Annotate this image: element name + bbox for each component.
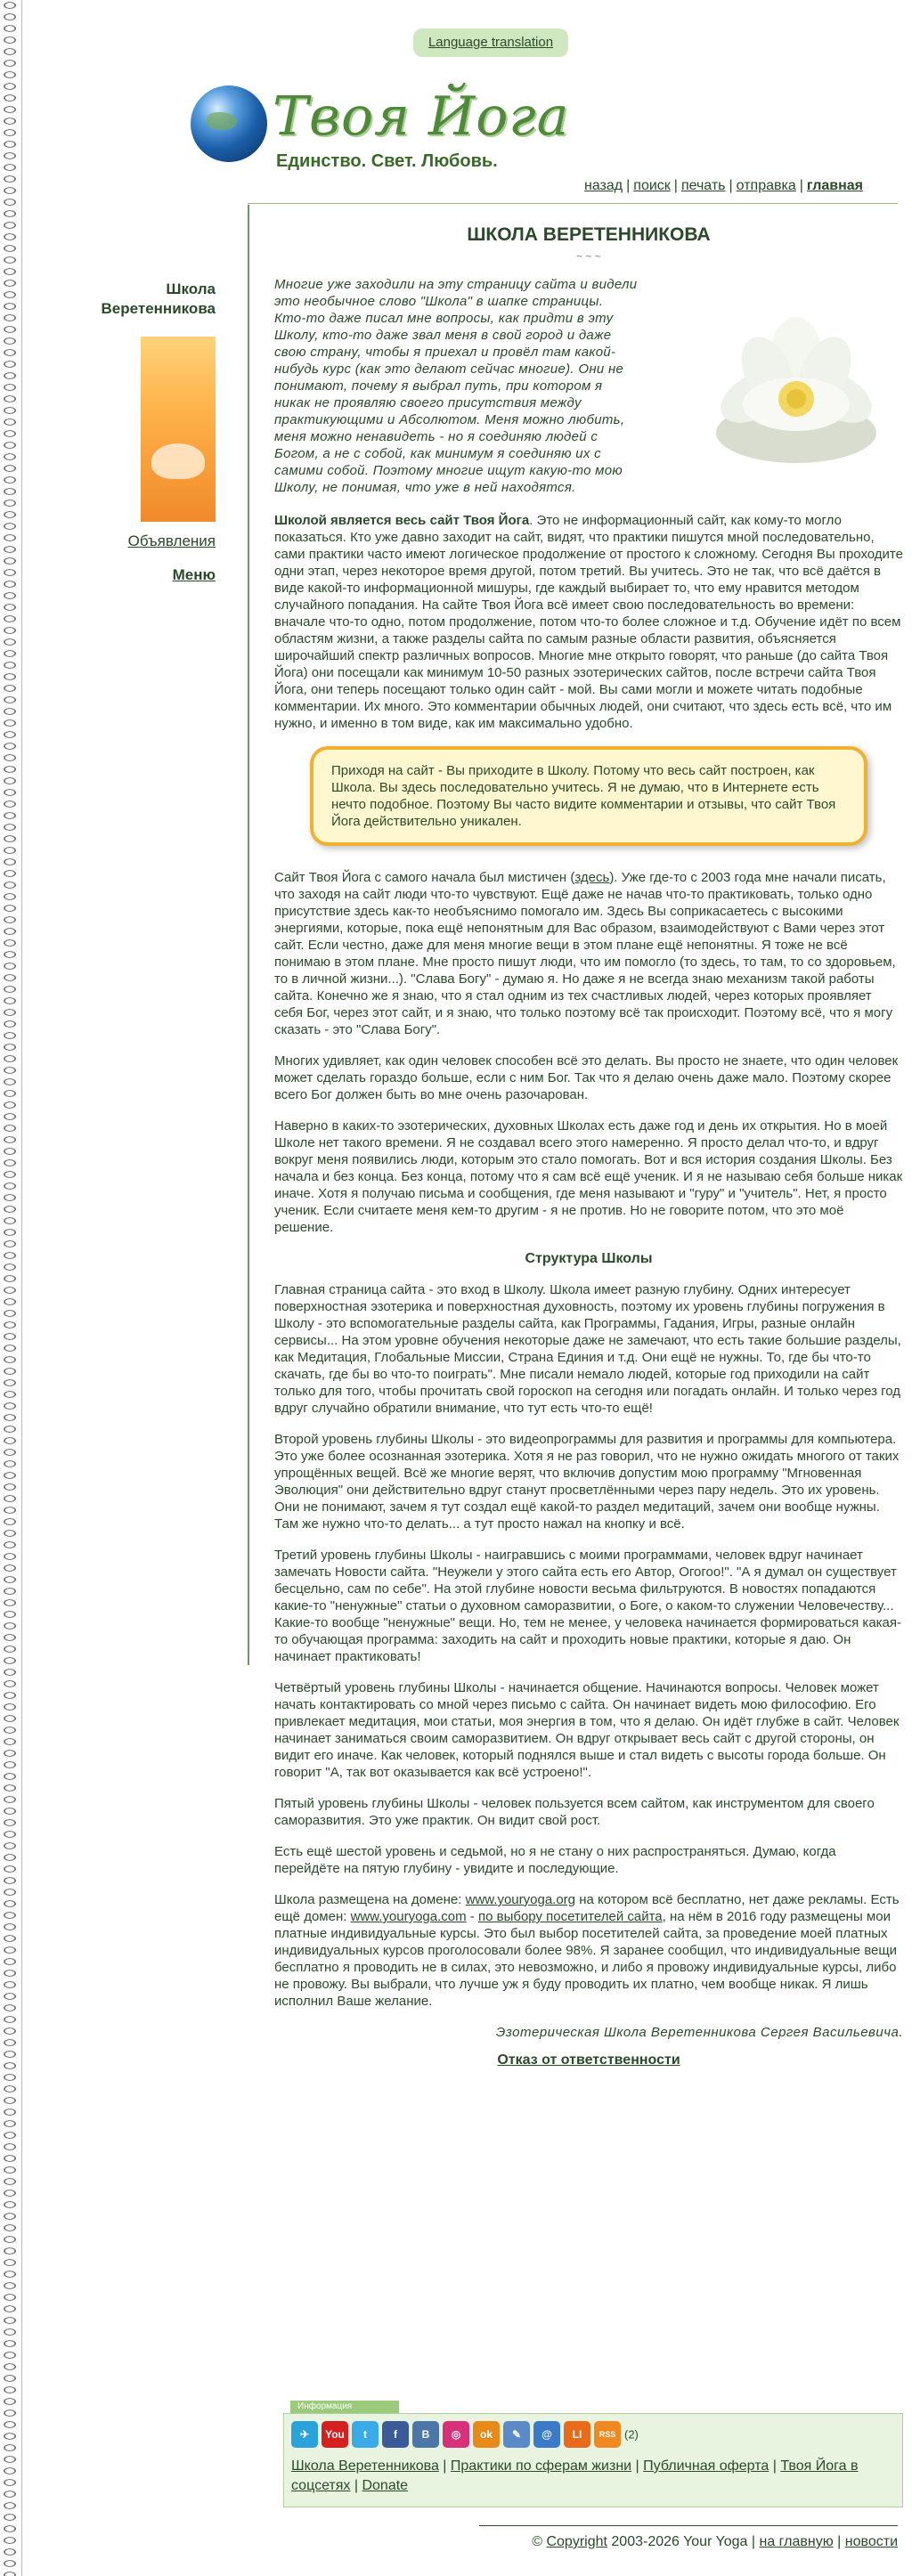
livejournal-icon[interactable]: ✎ [503, 2421, 530, 2448]
youryoga-org-link[interactable]: www.youryoga.org [465, 1892, 576, 1907]
globe-logo-icon[interactable] [191, 85, 267, 162]
paragraph [274, 512, 903, 732]
paragraph-text: , на нём в 2016 году размещены мои платные индивидуальные курсы. Это был выбор посетителей сайта, за проведение моей платных индивидуальных курсов проголосовали более 98%. Я заранее сообщил, что индивидуальные вещи бесплатно я проводить не в силах, это невозможно, и либо я провожу индивидуальные курсы, либо не провожу. Вы выбрали, что лучше уж я буду проводить их платно, чем вообще никак. Я лишь исполнил Ваше желание. [274, 1909, 898, 2009]
spiral-edge-line [21, 0, 22, 2576]
paragraph-lead: Школой является весь сайт Твоя Йога [274, 513, 530, 528]
social-icons [291, 2421, 639, 2451]
bottom-divider [479, 2525, 898, 2526]
footer-link-social[interactable]: Твоя Йога в соцсетях [291, 2458, 859, 2493]
news-link[interactable]: новости [844, 2534, 898, 2549]
icons-count: (2) [624, 2427, 639, 2442]
copyright-text: 2003-2026 Your Yoga [607, 2534, 748, 2549]
visitors-choice-link[interactable]: по выбору посетителей сайта [477, 1909, 663, 1924]
sidebar-lotus-image [141, 337, 216, 522]
disclaimer-link[interactable]: Отказ от ответственности [497, 2052, 680, 2068]
paragraph-text: ). Уже где-то с 2003 года мне начали писать, что заходя на сайт люди что-то чувствуют. Ещё даже не начав что-то практиковать, только одно присутствие здесь как-то необъяснимо помогало им. Здесь Вы соприкасаетесь с высокими энергиями, которые, пока ещё непонятным для Вас образом, взаимодействуют с Вами через этот сайт. Если честно, даже для меня многие вещи в этом плане ещё непонятны. Я тоже не всё понимаю в этом плане. Мне просто пишут люди, что им помогло (то здесь, то там, то со здоровьем, то в личной жизни...). "Слава Богу" - думаю я. Но даже я не всегда знаю механизм такой работы сайта. Конечно же я знаю, что я стал одним из тех счастливых людей, через которых проявляет себя Бог, через этот сайт, и я знаю, что только поэтому всё так происходит. Поэтому всё, что я могу сказать - это "Слава Богу". [274, 870, 896, 1037]
main-content [274, 217, 903, 2077]
site-logo-title[interactable]: Твоя Йога [273, 85, 570, 148]
header-divider [248, 203, 898, 204]
title-ornament: ~ ~ ~ [576, 250, 601, 263]
facebook-icon[interactable]: f [382, 2421, 409, 2448]
rss-icon[interactable]: RSS [594, 2421, 621, 2448]
paragraph: Второй уровень глубины Школы - это видеопрограммы для развития и программы для компьютера. Это уже более осознанная эзотерика. Хотя я не раз говорил, что не нужно ожидать многого от таких упрощённых вещей. Всё же многие верят, что включив допустим мою программу "Мгновенная Эволюция" они действительно вдруг станут просветлёнными через пару недель. Это их уровень. Они не понимают, зачем я тут создал ещё какой-то раздел медитаций, зачем они вообще нужны. Там же нужно что-то делать... а тут просто нажал на кнопку и всё. [274, 1432, 900, 1532]
page-title: ШКОЛА ВЕРЕТЕННИКОВА [467, 224, 711, 245]
paragraph: Пятый уровень глубины Школы - человек пользуется всем сайтом, как инструментом для своего саморазвития. Это уже практик. Он видит свой рост. [274, 1796, 875, 1828]
mail-icon[interactable]: @ [533, 2421, 560, 2448]
instagram-icon[interactable]: ◎ [443, 2421, 469, 2448]
top-navigation [584, 178, 863, 194]
footer-link-offer[interactable]: Публичная оферта [643, 2458, 770, 2474]
nav-separator: | [799, 178, 803, 193]
paragraph [274, 869, 903, 1038]
nav-send-link[interactable]: отправка [736, 178, 796, 193]
twitter-icon[interactable]: t [352, 2421, 379, 2448]
footer-info-box [283, 2413, 903, 2507]
paragraph: Многих удивляет, как один человек способен всё это делать. Вы просто не знаете, что один человек может сделать гораздо больше, если с ним Бог. Так что я делаю очень даже мало. Поэтому скорее всего Бог должен быть во мне очень разочарован. [274, 1053, 899, 1102]
sidebar-title: Школа Веретенникова [101, 280, 216, 317]
youryoga-com-link[interactable]: www.youryoga.com [350, 1909, 467, 1924]
sidebar-divider [248, 205, 249, 1665]
paragraph: Есть ещё шестой уровень и седьмой, но я не стану о них распространяться. Думаю, когда перейдёте на пятую глубину - увидите и последующие. [274, 1844, 836, 1876]
nav-back-link[interactable]: назад [584, 178, 623, 193]
highlight-box: Приходя на сайт - Вы приходите в Школу. Потому что весь сайт построен, как Школа. Вы здесь последовательно учитесь. Я не думаю, что в Интернете есть нечто подобное. Поэтому Вы часто видите комментарии и отзывы, что сайт Твоя Йога действительно уникален. [310, 746, 867, 846]
paragraph-text: на котором всё бесплатно, нет даже рекламы. Есть ещё домен: [274, 1892, 900, 1924]
bottom-bar: © Copyright 2003-2026 Your Yoga | на главную | новости [532, 2534, 898, 2549]
footer-link-practices[interactable]: Практики по сферам жизни [450, 2458, 632, 2474]
liveinternet-icon[interactable]: LI [564, 2421, 590, 2448]
paragraph: Наверно в каких-то эзотерических, духовных Школах есть даже год и день их открытия. Но в моей Школе нет такого времени. Я не создавал всего этого намеренно. Я просто делал что-то, и вдруг вокруг меня появились люди, которым это стало помогать. Вот и вся история создания Школы. Без начала и без конца. Без конца, потому что я сам всё ещё ученик. И я не называю себя больше никак иначе. Хотя я получаю письма и сообщения, где меня называют и "гуру" и "учитель". Нет, я просто ученик. Если считаете меня кем-то другим - я не против. Но не говорите потом, что это моё решение. [274, 1118, 903, 1235]
paragraph-text: . Это не информационный сайт, как кому-то могло показаться. Кто уже давно заходит на сайт, видят, что практики пишутся мной последовательно, сами практики часто имеют логическое продолжение от простого к сложному. Сегодня Вы проходите одни этап, через некоторое время другой, потом третий. Вы учитесь. Это не так, что всё даётся в виде какой-то информационной мишуры, где каждый выбирает то, что ему нравится методом случайного попадания. На сайте Твоя Йога всё имеет свою последовательность во времени: вначале что-то одно, потом продолжение, потом что-то более сложное и т.д. Обучение идёт по всем областям жизни, а также разделы сайта по самым разные области развития, объясняется широчайший спектр различных вопросов. Многие мне открыто говорят, что раньше (до сайта Твоя Йога) они посещали как минимум 10-50 разных эзотерических сайтов, после встречи сайта Твоя Йога, они теперь посещают только один сайт - мой. Вы сами могли и можете читать подобные комментарии. Их много. Это комментарии обычных людей, они считают, что здесь есть всё, что им нужно, и именно в том виде, как им максимально удобно. [274, 513, 903, 731]
paragraph-text: - [466, 1909, 478, 1924]
here-link[interactable]: здесь [574, 870, 610, 885]
notebook-spiral [0, 0, 23, 2576]
copyright-symbol: © [532, 2534, 547, 2549]
paragraph-text: Сайт Твоя Йога с самого начала был мистичен ( [274, 870, 575, 885]
odnoklassniki-icon[interactable]: ok [473, 2421, 500, 2448]
paragraph [274, 1891, 903, 2010]
paragraph-text: Школа размещена на домене: [274, 1892, 466, 1907]
footer-link-school[interactable]: Школа Веретенникова [291, 2458, 439, 2474]
info-tab-label: Информация [290, 2401, 399, 2413]
footer-links: Школа Веретенникова | Практики по сферам жизни | Публичная оферта | Твоя Йога в соцсетях | Donate [291, 2458, 859, 2493]
paragraph: Третий уровень глубины Школы - наигравшись с моими программами, человек вдруг начинает замечать Новости сайта. "Неужели у этого сайта есть его Автор, Огогоо!". "А я думал он существует бесцельно, сам по себе". На этой глубине новости весьма фильтруются. В новостях попадаются какие-то "ненужные" статьи о духовном саморазвитии, о Боге, о каком-то служении Человечеству... Какие-то вообще "ненужные" вещи. Но, тем не менее, у человека начинается формироваться какая-то обучающая программа: заходить на сайт и проходить новые практики, которые я даю. Он начинает практиковать! [274, 1548, 902, 1664]
paragraph: Четвёртый уровень глубины Школы - начинается общение. Начинаются вопросы. Человек может начать контактировать со мной через письмо с сайта. Он начинает видеть мою философию. Его привлекает медитация, мои статьи, моя энергия в том, что я делаю. Он идёт глубже в сайт. Человек начинает заниматься своим саморазвитием. Он вдруг открывает весь сайт с другой стороны, он видит его иначе. Как человек, который поднялся выше и стал видеть с высоты города больше. Он говорит "А, так вот оказывается как всё устроено!". [274, 1680, 900, 1780]
sidebar-menu-link[interactable]: Меню [172, 566, 216, 583]
vk-icon[interactable]: B [412, 2421, 439, 2448]
language-translation-button[interactable]: Language translation [413, 28, 568, 57]
nav-search-link[interactable]: поиск [633, 178, 671, 193]
telegram-icon[interactable]: ✈ [291, 2421, 318, 2448]
sidebar-ads-link[interactable]: Объявления [127, 532, 216, 549]
paragraph: Главная страница сайта - это вход в Школу. Школа имеет разную глубину. Одних интересует поверхностная эзотерика и поверхностная духовность, поэтому их уровень глубины погружения в Школу - это вспомогательные разделы сайта, как Программы, Гадания, Игры, разные онлайн сервисы... На этом уровне обучения некоторые даже не замечают, что есть такие большие разделы, как Медитация, Глобальные Миссии, Страна Единия и т.д. Они ещё не нужны. То, где бы что-то скачать, где бы во что-то поиграть". Мне писали немало людей, которые год приходили на сайт только для того, чтобы прочитать свой гороскоп на сегодня или погадать онлайн. И только через год вдруг случайно обратили внимание, что тут есть что-то ещё! [274, 1282, 901, 1416]
home-link[interactable]: на главную [759, 2534, 834, 2549]
copyright-link[interactable]: Copyright [546, 2534, 607, 2549]
nav-print-link[interactable]: печать [680, 178, 726, 193]
footer-link-donate[interactable]: Donate [362, 2478, 409, 2493]
intro-text: Многие уже заходили на эту страницу сайта и видели это необычное слово "Школа" в шапке страницы. Кто-то даже писал мне вопросы, как придти в эту Школу, кто-то даже звал меня в свой город и даже свою страну, чтобы я приехал и провёл там какой-нибудь курс (как это делают сейчас многие). Они не понимают, почему я выбрал путь, при котором я никак не проявляю своего присутствия между практикующими и Абсолютом. Меня можно любить, меня можно ненавидеть - но я соединяю людей с Богом, а не с собой, как минимум я соединяю их с самими собой. Поэтому многие ищут какую-то мою Школу, не понимая, что уже в ней находятся. [274, 277, 638, 495]
nav-separator: | [626, 178, 631, 193]
nav-separator: | [729, 178, 733, 193]
nav-separator: | [673, 178, 678, 193]
lotus-flower-image [709, 299, 884, 477]
site-slogan: Единство. Свет. Любовь. [276, 151, 498, 171]
youtube-icon[interactable]: You [322, 2421, 348, 2448]
section-heading: Структура Школы [525, 1251, 653, 1266]
nav-home-link[interactable]: главная [806, 178, 863, 193]
signature: Эзотерическая Школа Веретенникова Сергея Васильевича. [495, 2025, 903, 2040]
